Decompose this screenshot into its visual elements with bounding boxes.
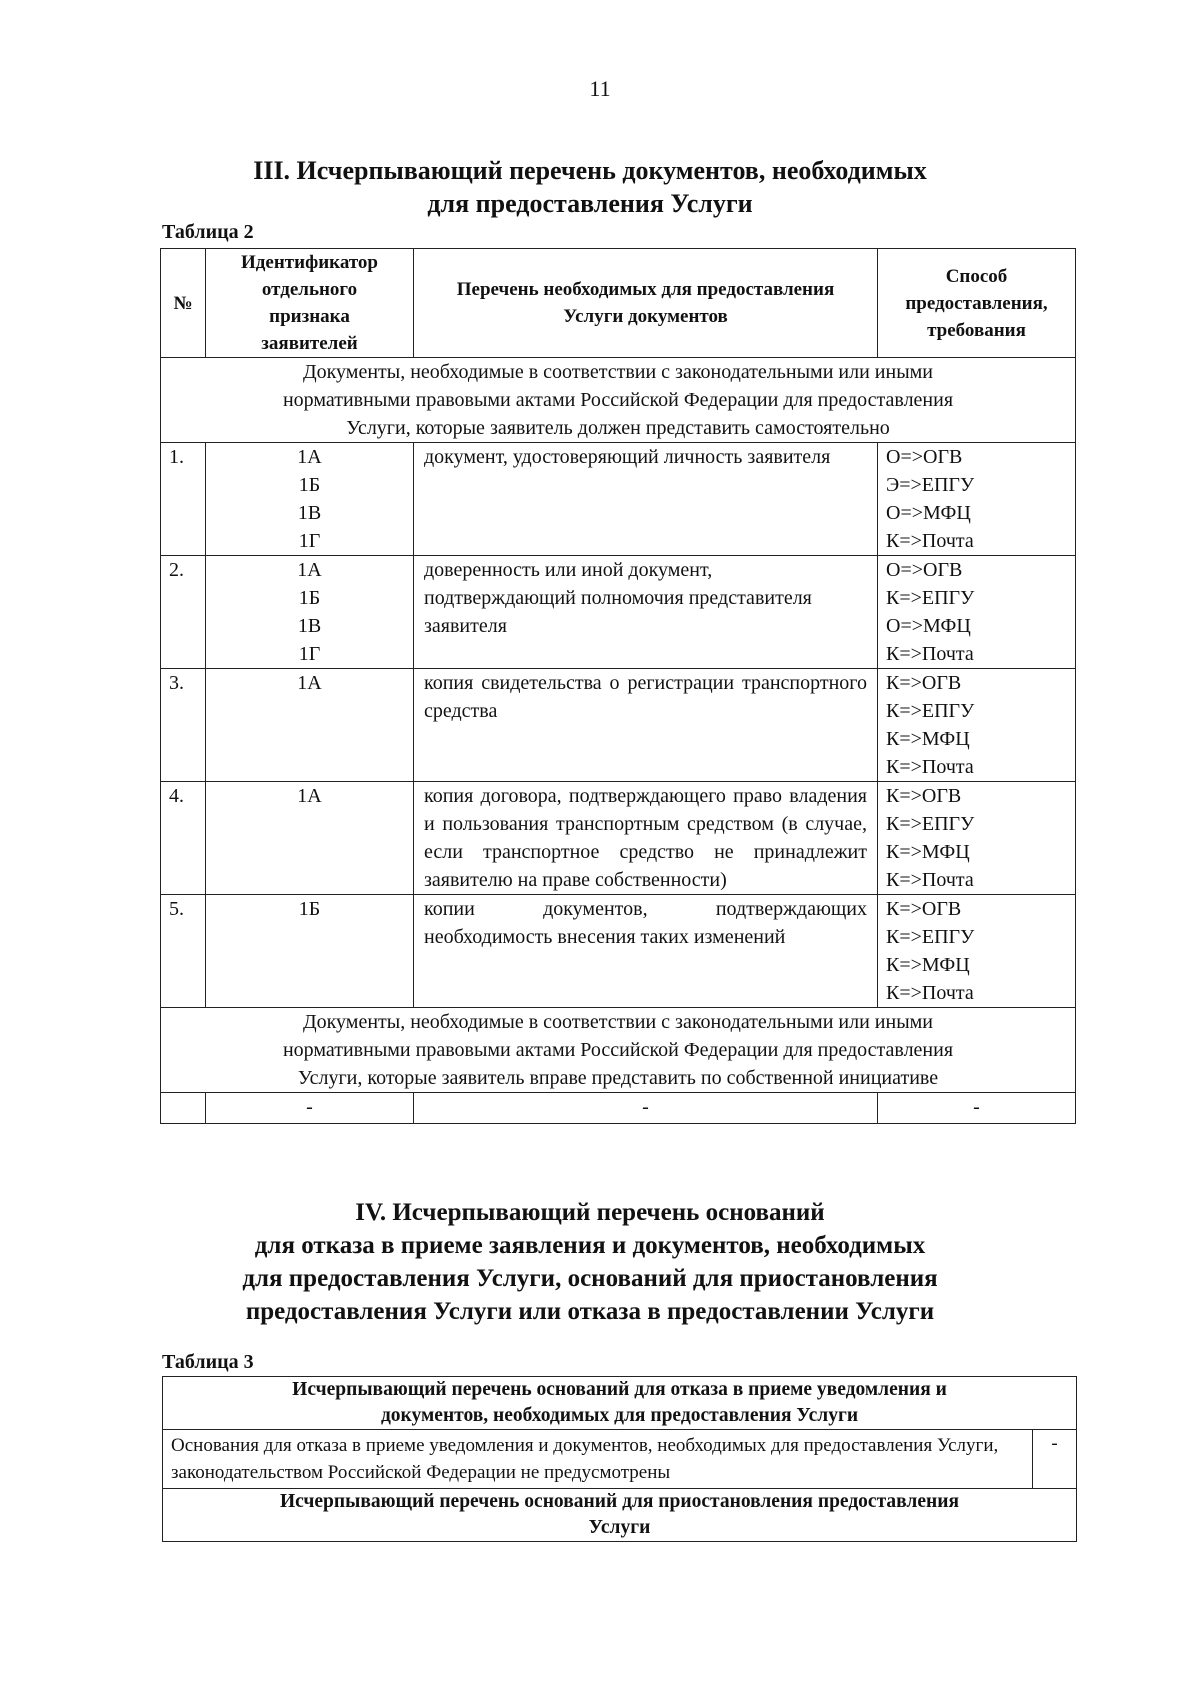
applicant-id: 1В [297,502,322,524]
section-3-title-line: для предоставления Услуги [427,189,753,218]
row-ways [878,895,1076,1008]
refusal-header [163,1377,1077,1430]
way: К=>МФЦ [886,841,970,863]
applicant-id: 1Г [298,530,321,552]
applicant-id: 1Б [298,474,321,496]
suspension-header-text [163,1489,1077,1542]
group-line: Услуги, которые заявитель должен представить самостоятельно [346,417,890,439]
row-number: 1. [161,443,206,556]
way: К=>Почта [886,530,974,552]
page-number: 11 [589,76,611,101]
empty-row-ids: - [206,1093,414,1124]
row-document: документ, удостоверяющий личность заявителя [414,443,878,556]
header-documents: Перечень необходимых для предоставления Услуги документов [414,249,878,358]
way: К=>ЕПГУ [886,926,975,948]
table-row [161,782,1076,895]
row-applicant-ids [206,669,414,782]
table-row [161,669,1076,782]
header-ways: Способ предоставления, требования [878,249,1076,358]
row-document: копии документов, подтверждающих необходимость внесения таких изменений [414,895,878,1008]
way: К=>ЕПГУ [886,587,975,609]
refusal-header-line: Исчерпывающий перечень оснований для отказа в приеме уведомления и [292,1379,947,1400]
section-4-title-line: IV. Исчерпывающий перечень оснований [355,1199,825,1226]
table-row [161,556,1076,669]
way: К=>ЕПГУ [886,813,975,835]
way: Э=>ЕПГУ [886,474,975,496]
section-4-title-line: для предоставления Услуги, оснований для приостановления [242,1265,938,1292]
refusal-grounds-value: - [1033,1430,1077,1489]
section-4-title [150,1196,1030,1328]
refusal-grounds-table [162,1376,1077,1542]
group-heading-mandatory-text [161,358,1076,443]
applicant-id: 1А [297,446,322,468]
section-3-title-line: III. Исчерпывающий перечень документов, необходимых [253,156,927,185]
way: К=>ОГВ [886,785,962,807]
way: К=>МФЦ [886,728,970,750]
applicant-id: 1Б [298,898,321,920]
documents-table-header [161,249,1076,358]
table-row [163,1430,1077,1489]
table-2-caption: Таблица 2 [162,221,254,243]
row-ways [878,669,1076,782]
row-ways [878,782,1076,895]
refusal-header-text [163,1377,1077,1430]
empty-row-number [161,1093,206,1124]
row-number: 3. [161,669,206,782]
header-num: № [161,249,206,358]
way: К=>МФЦ [886,954,970,976]
row-ways [878,443,1076,556]
row-number: 2. [161,556,206,669]
suspension-header-line: Услуги [588,1517,651,1538]
row-document: копия договора, подтверждающего право владения и пользования транспортным средством (в случае, если транспортное средство не принадлежит заявителю на праве собственности) [414,782,878,895]
way: К=>ОГВ [886,672,962,694]
refusal-header-line: документов, необходимых для предоставления Услуги [380,1405,859,1426]
applicant-id: 1В [297,615,322,637]
row-document: копия свидетельства о регистрации транспортного средства [414,669,878,782]
empty-row-ways: - [878,1093,1076,1124]
table-row [161,895,1076,1008]
table-row [161,443,1076,556]
row-applicant-ids [206,895,414,1008]
row-ways [878,556,1076,669]
applicant-id: 1А [297,785,322,807]
way: К=>Почта [886,756,974,778]
way: К=>ОГВ [886,898,962,920]
row-applicant-ids [206,556,414,669]
applicant-id: 1А [297,672,322,694]
table-3-caption: Таблица 3 [162,1351,254,1373]
group-line: Документы, необходимые в соответствии с законодательными или иными [302,1011,933,1033]
group-heading-optional [161,1008,1076,1093]
empty-row [161,1093,1076,1124]
refusal-grounds-text: Основания для отказа в приеме уведомления и документов, необходимых для предоставления Услуги, законодательством Российской Федерации не предусмотрены [163,1430,1033,1489]
way: К=>Почта [886,643,974,665]
row-document: доверенность или иной документ, подтверждающий полномочия представителя заявителя [414,556,878,669]
group-line: Документы, необходимые в соответствии с законодательными или иными [302,361,933,383]
row-number: 4. [161,782,206,895]
section-4-title-line: для отказа в приеме заявления и документов, необходимых [254,1232,926,1259]
way: К=>Почта [886,869,974,891]
way: О=>МФЦ [886,615,971,637]
header-applicant-id: Идентификатор отдельного признака заявителей [206,249,414,358]
group-line: Услуги, которые заявитель вправе представить по собственной инициативе [297,1067,939,1089]
empty-row-document: - [414,1093,878,1124]
applicant-id: 1Г [298,643,321,665]
documents-table [160,248,1076,1124]
way: К=>Почта [886,982,974,1004]
suspension-header [163,1489,1077,1542]
section-4-title-line: предоставления Услуги или отказа в предоставлении Услуги [245,1298,935,1325]
suspension-header-line: Исчерпывающий перечень оснований для приостановления предоставления [279,1491,960,1512]
way: О=>ОГВ [886,446,963,468]
applicant-id: 1Б [298,587,321,609]
group-heading-optional-text [161,1008,1076,1093]
group-heading-mandatory [161,358,1076,443]
way: К=>ЕПГУ [886,700,975,722]
group-line: нормативными правовыми актами Российской Федерации для предоставления [282,389,954,411]
row-applicant-ids [206,443,414,556]
way: О=>ОГВ [886,559,963,581]
section-3-title [150,154,1030,220]
group-line: нормативными правовыми актами Российской Федерации для предоставления [282,1039,954,1061]
row-number: 5. [161,895,206,1008]
row-applicant-ids [206,782,414,895]
applicant-id: 1А [297,559,322,581]
way: О=>МФЦ [886,502,971,524]
